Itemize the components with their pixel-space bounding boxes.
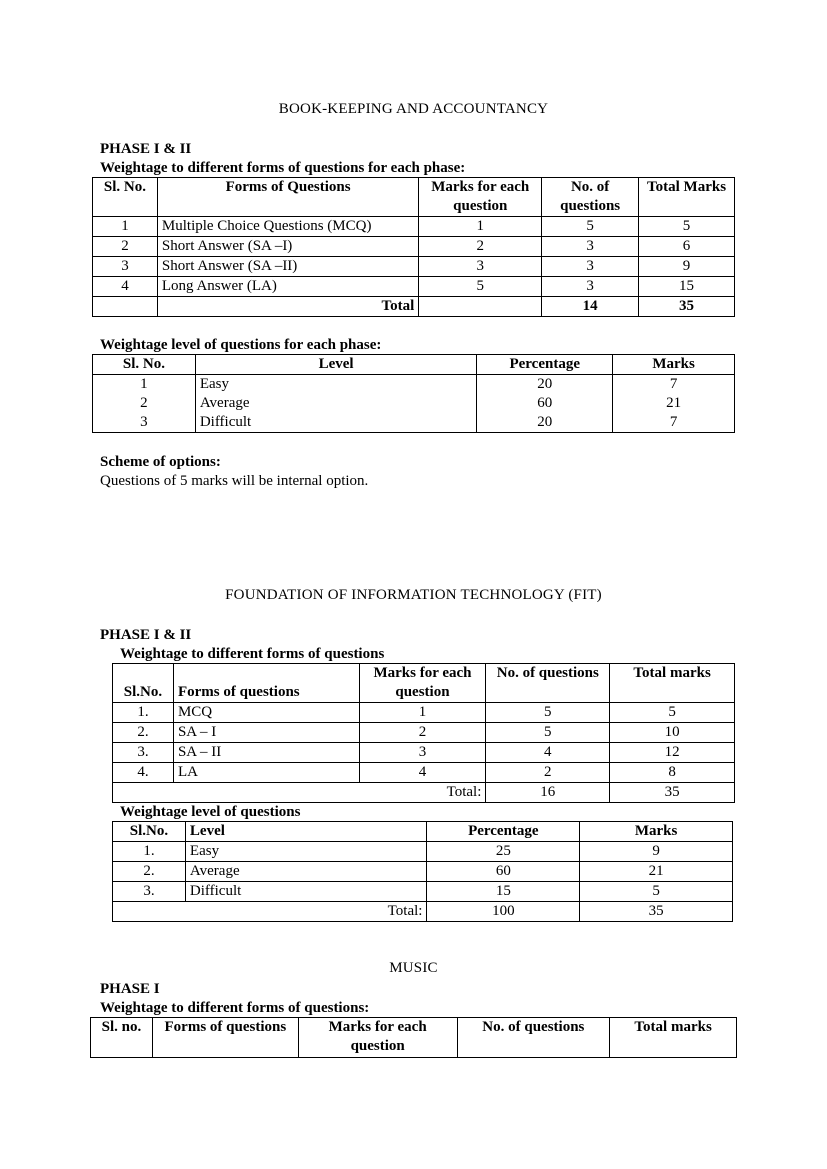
table-row: [93, 375, 735, 395]
sl-no-cell: 1: [93, 217, 158, 237]
fit-level-table: [112, 821, 733, 922]
sl-no-cell: 4.: [113, 763, 174, 783]
marks-each-cell: 3: [419, 257, 542, 277]
total-marks-cell: 6: [639, 237, 735, 257]
sl-no-cell: 3: [93, 413, 196, 433]
table-row: [113, 723, 735, 743]
num-questions-cell: 5: [542, 217, 639, 237]
marks-each-cell: 5: [419, 277, 542, 297]
column-header: Level: [185, 822, 427, 842]
table-header-row: [91, 1018, 737, 1058]
table-row: [93, 277, 735, 297]
fit-title: FOUNDATION OF INFORMATION TECHNOLOGY (FIT): [225, 587, 602, 603]
table-row: [93, 217, 735, 237]
column-header: Sl. No.: [93, 178, 158, 217]
fit-level-caption: Weightage level of questions: [120, 804, 301, 820]
table-header-row: [113, 664, 735, 703]
column-header: Marks for each question: [298, 1018, 457, 1058]
form-cell: LA: [173, 763, 359, 783]
marks-cell: 9: [580, 842, 733, 862]
level-cell: Easy: [195, 375, 476, 395]
column-header: Sl. No.: [93, 355, 196, 375]
column-header: Level: [195, 355, 476, 375]
total-label: Total:: [113, 783, 486, 803]
column-header: Forms of Questions: [157, 178, 418, 217]
column-header: Total marks: [610, 664, 735, 703]
form-cell: MCQ: [173, 703, 359, 723]
column-header: Percentage: [427, 822, 580, 842]
bookkeeping-title: BOOK-KEEPING AND ACCOUNTANCY: [278, 101, 549, 117]
sl-no-cell: 3: [93, 257, 158, 277]
marks-each-cell: 1: [359, 703, 486, 723]
music-forms-caption: Weightage to different forms of questions:: [100, 1000, 370, 1016]
table-row: [113, 743, 735, 763]
table-row: [93, 413, 735, 433]
column-header: Sl. no.: [91, 1018, 153, 1058]
marks-cell: 21: [613, 394, 735, 413]
column-header: No. of questions: [542, 178, 639, 217]
table-row: [93, 394, 735, 413]
num-questions-cell: 3: [542, 257, 639, 277]
level-cell: Difficult: [195, 413, 476, 433]
level-cell: Difficult: [185, 882, 427, 902]
table-total-row: [93, 297, 735, 317]
bookkeeping-forms-table: [92, 177, 735, 317]
marks-each-cell: 1: [419, 217, 542, 237]
column-header: No. of questions: [457, 1018, 610, 1058]
column-header: Forms of questions: [152, 1018, 298, 1058]
sl-no-cell: 1: [93, 375, 196, 395]
column-header: Marks: [580, 822, 733, 842]
sl-no-cell: 4: [93, 277, 158, 297]
table-row: [93, 237, 735, 257]
sl-no-cell: 3.: [113, 743, 174, 763]
column-header: Sl.No.: [113, 822, 186, 842]
table-row: [113, 862, 733, 882]
column-header: Percentage: [477, 355, 613, 375]
sl-no-cell: 2: [93, 394, 196, 413]
column-header: Marks for each question: [419, 178, 542, 217]
table-row: [113, 842, 733, 862]
total-marks-cell: 9: [639, 257, 735, 277]
marks-each-cell: 2: [359, 723, 486, 743]
marks-cell: 7: [613, 375, 735, 395]
total-marks-cell: 5: [610, 703, 735, 723]
total-marks-cell: 5: [639, 217, 735, 237]
form-cell: SA – II: [173, 743, 359, 763]
num-questions-cell: 3: [542, 277, 639, 297]
percentage-cell: 20: [477, 413, 613, 433]
total-marks: 35: [639, 297, 735, 317]
sl-no-cell: 1.: [113, 703, 174, 723]
options-text: Questions of 5 marks will be internal option.: [100, 473, 369, 489]
num-questions-cell: 2: [486, 763, 610, 783]
sl-no-cell: 3.: [113, 882, 186, 902]
bookkeeping-forms-caption: Weightage to different forms of questions for each phase:: [100, 160, 466, 176]
total-marks-cell: 10: [610, 723, 735, 743]
total-marks-cell: 12: [610, 743, 735, 763]
table-row: [113, 763, 735, 783]
num-questions-cell: 3: [542, 237, 639, 257]
table-header-row: [93, 178, 735, 217]
form-cell: Short Answer (SA –II): [157, 257, 418, 277]
empty-cell: [419, 297, 542, 317]
num-questions-cell: 5: [486, 723, 610, 743]
bookkeeping-level-caption: Weightage level of questions for each phase:: [100, 337, 382, 353]
num-questions-cell: 5: [486, 703, 610, 723]
total-questions: 16: [486, 783, 610, 803]
marks-each-cell: 2: [419, 237, 542, 257]
percentage-cell: 25: [427, 842, 580, 862]
marks-each-cell: 3: [359, 743, 486, 763]
column-header: Marks for each question: [359, 664, 486, 703]
form-cell: Short Answer (SA –I): [157, 237, 418, 257]
total-marks-cell: 15: [639, 277, 735, 297]
music-title: MUSIC: [389, 960, 438, 976]
fit-forms-caption: Weightage to different forms of questions: [120, 646, 385, 662]
sl-no-cell: 2: [93, 237, 158, 257]
level-cell: Easy: [185, 842, 427, 862]
total-label: Total:: [113, 902, 427, 922]
table-row: [113, 882, 733, 902]
marks-each-cell: 4: [359, 763, 486, 783]
table-header-row: [113, 822, 733, 842]
music-phase: PHASE I: [100, 981, 160, 997]
column-header: Total Marks: [639, 178, 735, 217]
percentage-cell: 20: [477, 375, 613, 395]
column-header: Forms of questions: [173, 664, 359, 703]
column-header: Marks: [613, 355, 735, 375]
total-marks: 35: [610, 783, 735, 803]
fit-forms-table: [112, 663, 735, 803]
column-header: Sl.No.: [113, 664, 174, 703]
sl-no-cell: 2.: [113, 723, 174, 743]
bookkeeping-phase: PHASE I & II: [100, 141, 192, 157]
percentage-cell: 60: [427, 862, 580, 882]
column-header: Total marks: [610, 1018, 737, 1058]
table-row: [113, 703, 735, 723]
form-cell: Long Answer (LA): [157, 277, 418, 297]
num-questions-cell: 4: [486, 743, 610, 763]
marks-cell: 7: [613, 413, 735, 433]
table-total-row: [113, 783, 735, 803]
table-total-row: [113, 902, 733, 922]
total-marks: 35: [580, 902, 733, 922]
marks-cell: 21: [580, 862, 733, 882]
sl-no-cell: 2.: [113, 862, 186, 882]
column-header: No. of questions: [486, 664, 610, 703]
table-header-row: [93, 355, 735, 375]
bookkeeping-level-table: [92, 354, 735, 433]
empty-cell: [93, 297, 158, 317]
total-percentage: 100: [427, 902, 580, 922]
music-forms-table: [90, 1017, 737, 1058]
options-heading: Scheme of options:: [100, 454, 221, 470]
table-row: [93, 257, 735, 277]
level-cell: Average: [195, 394, 476, 413]
percentage-cell: 60: [477, 394, 613, 413]
level-cell: Average: [185, 862, 427, 882]
marks-cell: 5: [580, 882, 733, 902]
total-marks-cell: 8: [610, 763, 735, 783]
percentage-cell: 15: [427, 882, 580, 902]
fit-phase: PHASE I & II: [100, 627, 192, 643]
form-cell: SA – I: [173, 723, 359, 743]
form-cell: Multiple Choice Questions (MCQ): [157, 217, 418, 237]
total-questions: 14: [542, 297, 639, 317]
sl-no-cell: 1.: [113, 842, 186, 862]
total-label: Total: [157, 297, 418, 317]
